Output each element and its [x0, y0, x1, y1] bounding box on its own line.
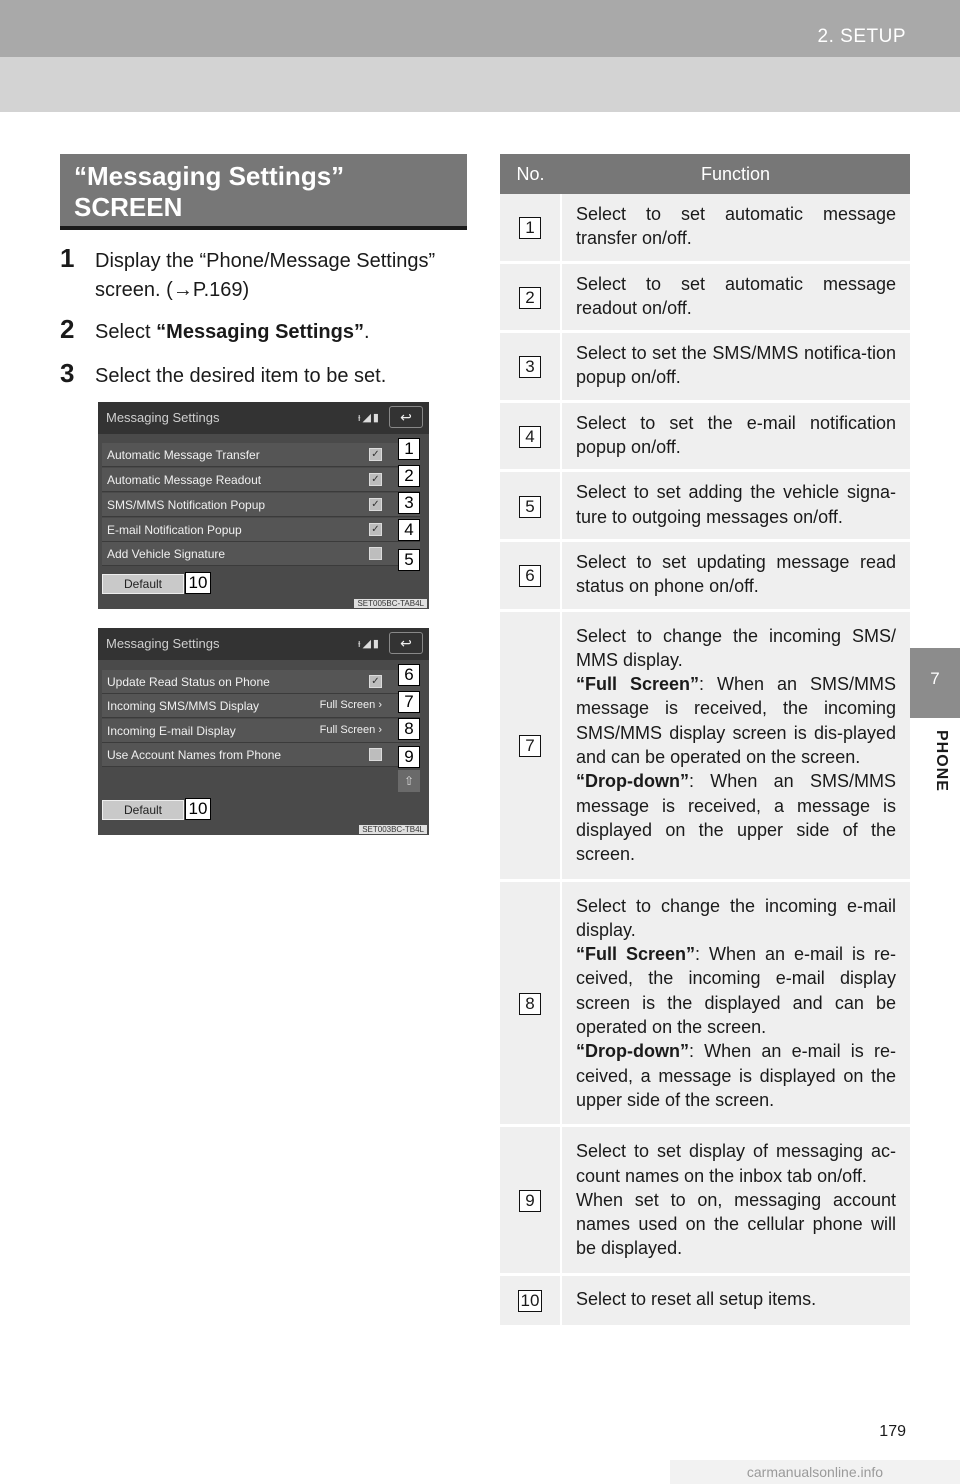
setting-row: Use Account Names from Phone — [102, 743, 420, 767]
function-text: Select to set automatic message transfer on/off. — [576, 204, 896, 249]
callout-badge: 7 — [398, 691, 420, 713]
checkbox: ✓ — [369, 675, 382, 688]
item-number-badge: 8 — [519, 993, 541, 1015]
header-function: Function — [561, 154, 910, 194]
page-number: 179 — [879, 1423, 906, 1440]
item-number-badge: 4 — [519, 426, 541, 448]
setting-row: Update Read Status on Phone ✓ — [102, 670, 420, 694]
header-strip — [0, 0, 960, 57]
section-heading-line1: “Messaging Settings” — [74, 161, 345, 191]
setting-row: Add Vehicle Signature — [102, 542, 420, 566]
table-row — [500, 1126, 910, 1274]
setting-row: E-mail Notification Popup ✓ — [102, 518, 420, 542]
function-text: “Full Screen”: When an SMS/MMS message is received, the incoming SMS/MMS display screen is dis-played and can be operated on the screen. — [576, 674, 896, 768]
messaging-settings-screenshot-2 — [98, 628, 429, 835]
messaging-settings-screenshot-1 — [98, 402, 429, 609]
item-number-badge: 5 — [519, 496, 541, 518]
checkbox — [369, 547, 382, 560]
setting-row: Incoming E-mail Display Full Screen › — [102, 719, 420, 743]
figure-code: SET005BC-TAB4L — [354, 599, 427, 608]
checkbox: ✓ — [369, 523, 382, 536]
callout-badge: 2 — [398, 465, 420, 487]
item-number-badge: 6 — [519, 565, 541, 587]
checkbox — [369, 748, 382, 761]
section-heading-line2: SCREEN — [74, 192, 183, 222]
function-text: When set to on, messaging account names used on the cellular phone will be displayed. — [576, 1189, 896, 1259]
function-text: Select to change the incoming SMS/ MMS display. — [576, 625, 896, 670]
item-number-badge: 2 — [519, 287, 541, 309]
step-number: 2 — [60, 314, 75, 344]
watermark: carmanualsonline.info — [670, 1460, 960, 1484]
item-number-badge: 3 — [519, 356, 541, 378]
function-text: Select to set display of messaging ac-count names on the inbox tab on/off. — [576, 1141, 896, 1186]
default-button: Default — [102, 574, 184, 594]
item-number-badge: 1 — [519, 217, 541, 239]
checkbox: ✓ — [369, 448, 382, 461]
table-header-row — [500, 154, 910, 194]
default-button: Default — [102, 800, 184, 820]
step-text: Select “Messaging Settings”. — [95, 321, 370, 343]
table-row — [500, 471, 910, 541]
back-icon: ↩ — [389, 632, 423, 654]
screen-title: Messaging Settings — [106, 410, 220, 425]
figure-code: SET003BC-TB4L — [359, 825, 427, 834]
section-heading — [60, 154, 467, 230]
scroll-up-icon: ⇧ — [398, 770, 420, 792]
step-1 — [60, 243, 470, 305]
function-text: Select to reset all setup items. — [576, 1289, 817, 1310]
status-icons: ᵻ◢▮ — [358, 412, 381, 424]
item-number-badge: 10 — [518, 1290, 543, 1312]
function-text: Select to change the incoming e-mail display. — [576, 895, 896, 940]
callout-badge: 5 — [398, 549, 420, 571]
arrow-icon: → — [172, 279, 193, 301]
setting-row: Automatic Message Transfer ✓ — [102, 443, 420, 467]
function-text: Select to set the e-mail notification popup on/off. — [576, 412, 896, 458]
step-3 — [60, 358, 470, 391]
function-text: Select to set automatic message readout on/off. — [576, 273, 896, 318]
function-text: “Full Screen”: When an e-mail is re-ceived, the incoming e-mail display screen is the displayed and can be operated on the screen. — [576, 944, 896, 1038]
table-row — [500, 880, 910, 1126]
callout-badge: 10 — [185, 572, 211, 594]
table-row — [500, 1274, 910, 1326]
function-table — [500, 154, 910, 1328]
function-text: “Drop-down”: When an e-mail is re-ceived, a message is displayed on the upper side of the screen. — [576, 1041, 896, 1110]
step-2 — [60, 314, 470, 347]
setting-value: Full Screen › — [319, 724, 382, 736]
setting-value: Full Screen › — [319, 699, 382, 711]
step-text: Select the desired item to be set. — [95, 365, 387, 387]
chapter-tab — [910, 648, 960, 718]
item-number-badge: 9 — [519, 1190, 541, 1212]
back-icon: ↩ — [389, 406, 423, 428]
function-text: “Drop-down”: When an SMS/MMS message is received, a message is displayed on the upper side of the screen. — [576, 771, 896, 865]
callout-badge: 6 — [398, 664, 420, 686]
step-number: 3 — [60, 358, 75, 388]
table-row — [500, 262, 910, 332]
callout-badge: 8 — [398, 718, 420, 740]
callout-badge: 4 — [398, 519, 420, 541]
callout-badge: 9 — [398, 746, 420, 768]
status-icons: ᵻ◢▮ — [358, 638, 381, 650]
chapter-label: PHONE — [933, 730, 950, 792]
table-row — [500, 540, 910, 610]
checkbox: ✓ — [369, 473, 382, 486]
callout-badge: 1 — [398, 438, 420, 460]
table-row — [500, 332, 910, 402]
option-label: “Full Screen” — [576, 944, 696, 965]
option-label: “Drop-down” — [576, 1041, 689, 1062]
callout-badge: 10 — [185, 798, 211, 820]
table-row — [500, 610, 910, 880]
function-text: Select to set adding the vehicle signa-ture to outgoing messages on/off. — [576, 482, 896, 527]
step-text: Display the “Phone/Message Settings” screen. (→P.169) — [95, 250, 436, 301]
setting-row: SMS/MMS Notification Popup ✓ — [102, 493, 420, 517]
option-label: “Drop-down” — [576, 771, 689, 792]
header-no: No. — [500, 154, 561, 194]
header-section-title: 2. SETUP — [817, 26, 906, 47]
setting-row: Incoming SMS/MMS Display Full Screen › — [102, 694, 420, 718]
table-row — [500, 194, 910, 262]
callout-badge: 3 — [398, 492, 420, 514]
function-text: Select to set the SMS/MMS notifica-tion popup on/off. — [576, 343, 896, 388]
step-number: 1 — [60, 243, 75, 273]
function-text: Select to set updating message read status on phone on/off. — [576, 551, 896, 597]
screen-title: Messaging Settings — [106, 636, 220, 651]
chapter-number: 7 — [930, 669, 940, 688]
option-label: “Full Screen” — [576, 674, 700, 695]
checkbox: ✓ — [369, 498, 382, 511]
table-row — [500, 401, 910, 471]
item-number-badge: 7 — [519, 735, 541, 757]
setting-row: Automatic Message Readout ✓ — [102, 468, 420, 492]
